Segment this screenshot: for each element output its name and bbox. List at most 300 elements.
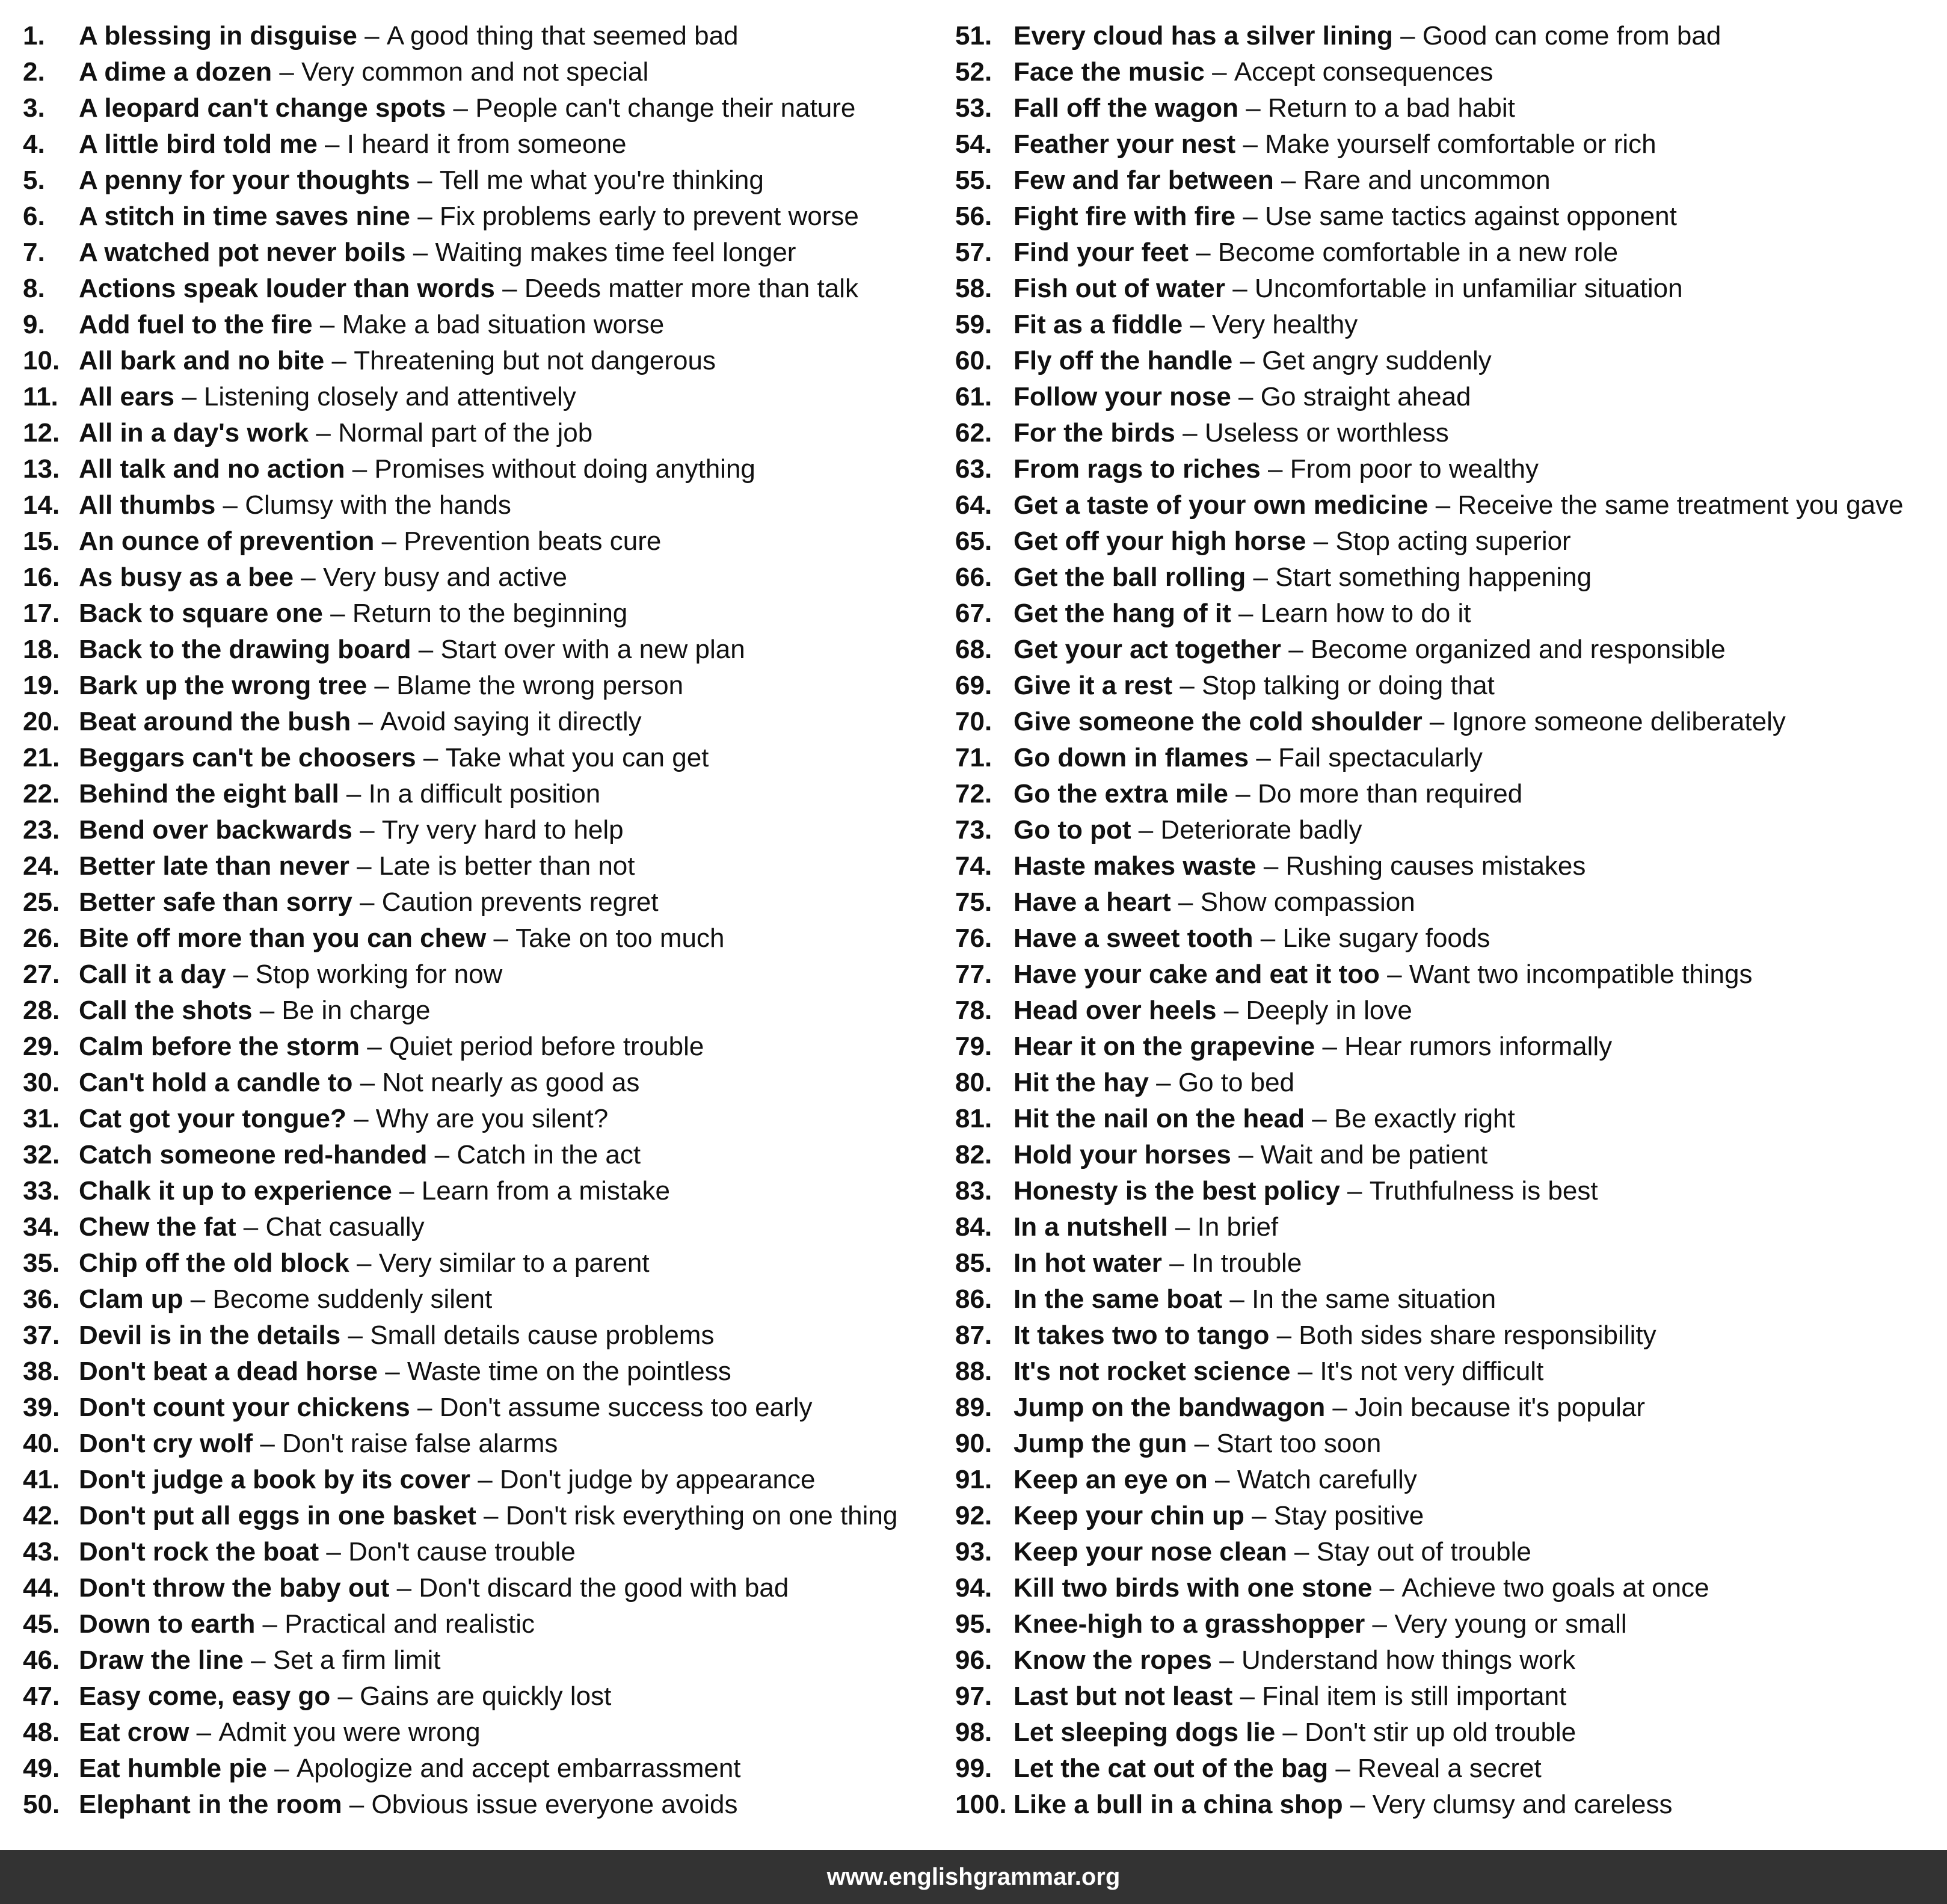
idiom-phrase: Get your act together bbox=[1013, 635, 1281, 664]
idiom-column-left bbox=[23, 18, 937, 1823]
idiom-phrase: Cat got your tongue? bbox=[79, 1104, 346, 1133]
idiom-meaning: Don't judge by appearance bbox=[499, 1465, 816, 1494]
idiom-separator: – bbox=[1222, 1284, 1252, 1314]
idiom-item bbox=[955, 487, 1942, 523]
idiom-number: 38. bbox=[23, 1357, 60, 1386]
idiom-separator: – bbox=[486, 923, 516, 953]
idiom-number: 16. bbox=[23, 562, 60, 592]
idiom-meaning: Quiet period before trouble bbox=[389, 1032, 704, 1061]
idiom-item bbox=[955, 1029, 1942, 1065]
idiom-separator: – bbox=[1212, 1645, 1241, 1675]
idiom-phrase: Get a taste of your own medicine bbox=[1013, 490, 1429, 520]
idiom-separator: – bbox=[410, 1393, 440, 1422]
idiom-meaning: Watch carefully bbox=[1237, 1465, 1417, 1494]
idiom-item bbox=[23, 1209, 937, 1245]
idiom-separator: – bbox=[1167, 1212, 1198, 1242]
idiom-separator: – bbox=[1161, 1248, 1192, 1278]
idiom-meaning: People can't change their nature bbox=[475, 93, 856, 123]
idiom-number: 57. bbox=[955, 238, 992, 267]
idiom-item bbox=[955, 1787, 1942, 1823]
idiom-number: 12. bbox=[23, 418, 60, 448]
idiom-meaning: Achieve two goals at once bbox=[1401, 1573, 1709, 1603]
idiom-phrase: Can't hold a candle to bbox=[79, 1068, 353, 1097]
idiom-item bbox=[955, 126, 1942, 162]
idiom-phrase: Hit the hay bbox=[1013, 1068, 1149, 1097]
idiom-meaning: Join because it's popular bbox=[1355, 1393, 1646, 1422]
idiom-item bbox=[955, 812, 1942, 848]
idiom-item bbox=[955, 1209, 1942, 1245]
idiom-number: 59. bbox=[955, 310, 992, 339]
idiom-item bbox=[955, 1570, 1942, 1606]
idiom-phrase: Knee-high to a grasshopper bbox=[1013, 1609, 1365, 1639]
idiom-item bbox=[23, 1101, 937, 1137]
idiom-phrase: It's not rocket science bbox=[1013, 1357, 1291, 1386]
idiom-item bbox=[955, 1642, 1942, 1678]
idiom-meaning: Go straight ahead bbox=[1260, 382, 1471, 411]
idiom-phrase: Feather your nest bbox=[1013, 129, 1236, 159]
idiom-meaning: Clumsy with the hands bbox=[245, 490, 511, 520]
idiom-meaning: Stop working for now bbox=[255, 960, 503, 989]
idiom-phrase: Keep your nose clean bbox=[1013, 1537, 1287, 1567]
idiom-phrase: A blessing in disguise bbox=[79, 21, 357, 51]
idiom-separator: – bbox=[1325, 1393, 1355, 1422]
idiom-item bbox=[955, 776, 1942, 812]
idiom-meaning: Wait and be patient bbox=[1260, 1140, 1488, 1169]
idiom-phrase: In the same boat bbox=[1013, 1284, 1223, 1314]
idiom-separator: – bbox=[1343, 1790, 1373, 1819]
idiom-number: 78. bbox=[955, 996, 992, 1025]
idiom-phrase: Don't throw the baby out bbox=[79, 1573, 390, 1603]
idiom-number: 56. bbox=[955, 202, 992, 231]
idiom-number: 30. bbox=[23, 1068, 60, 1097]
idiom-separator: – bbox=[392, 1176, 422, 1206]
idiom-item bbox=[23, 1534, 937, 1570]
idiom-number: 93. bbox=[955, 1537, 992, 1567]
idiom-separator: – bbox=[352, 1068, 383, 1097]
idiom-meaning: Start over with a new plan bbox=[440, 635, 745, 664]
idiom-separator: – bbox=[410, 165, 440, 195]
idiom-separator: – bbox=[1273, 165, 1303, 195]
idiom-phrase: Call it a day bbox=[79, 960, 226, 989]
idiom-meaning: Apologize and accept embarrassment bbox=[296, 1754, 741, 1783]
idiom-number: 49. bbox=[23, 1754, 60, 1783]
idiom-phrase: Fight fire with fire bbox=[1013, 202, 1236, 231]
idiom-separator: – bbox=[1235, 202, 1266, 231]
idiom-item bbox=[23, 1317, 937, 1354]
idiom-number: 33. bbox=[23, 1176, 60, 1206]
idiom-number: 70. bbox=[955, 707, 992, 736]
idiom-phrase: Hold your horses bbox=[1013, 1140, 1231, 1169]
idiom-number: 29. bbox=[23, 1032, 60, 1061]
idiom-number: 18. bbox=[23, 635, 60, 664]
idiom-number: 61. bbox=[955, 382, 992, 411]
idiom-meaning: Stop acting superior bbox=[1335, 526, 1571, 556]
idiom-item bbox=[23, 1787, 937, 1823]
idiom-separator: – bbox=[349, 851, 379, 881]
idiom-phrase: Bite off more than you can chew bbox=[79, 923, 487, 953]
idiom-meaning: Good can come from bad bbox=[1422, 21, 1721, 51]
idiom-phrase: Last but not least bbox=[1013, 1681, 1233, 1711]
idiom-separator: – bbox=[243, 1645, 273, 1675]
idiom-phrase: Go down in flames bbox=[1013, 743, 1249, 772]
idiom-item bbox=[955, 1137, 1942, 1173]
idiom-meaning: Normal part of the job bbox=[338, 418, 593, 448]
idiom-separator: – bbox=[1256, 851, 1286, 881]
idiom-item bbox=[955, 1101, 1942, 1137]
idiom-number: 64. bbox=[955, 490, 992, 520]
idiom-number: 81. bbox=[955, 1104, 992, 1133]
idiom-number: 20. bbox=[23, 707, 60, 736]
idiom-item bbox=[23, 18, 937, 54]
idiom-phrase: Find your feet bbox=[1013, 238, 1189, 267]
footer-website: www.englishgrammar.org bbox=[0, 1850, 1947, 1904]
idiom-separator: – bbox=[1231, 1140, 1261, 1169]
idiom-number: 7. bbox=[23, 238, 45, 267]
idiom-number: 39. bbox=[23, 1393, 60, 1422]
idiom-meaning: Late is better than not bbox=[378, 851, 635, 881]
idiom-phrase: Know the ropes bbox=[1013, 1645, 1213, 1675]
idiom-item bbox=[23, 1642, 937, 1678]
idiom-item bbox=[23, 54, 937, 90]
idiom-phrase: All bark and no bite bbox=[79, 346, 325, 375]
idiom-number: 74. bbox=[955, 851, 992, 881]
idiom-phrase: Catch someone red-handed bbox=[79, 1140, 428, 1169]
idiom-separator: – bbox=[1170, 887, 1201, 917]
idiom-phrase: An ounce of prevention bbox=[79, 526, 375, 556]
idiom-number: 98. bbox=[955, 1718, 992, 1747]
idiom-meaning: In a difficult position bbox=[368, 779, 601, 809]
idiom-meaning: Be in charge bbox=[281, 996, 431, 1025]
idiom-item bbox=[955, 415, 1942, 451]
idiom-phrase: Let sleeping dogs lie bbox=[1013, 1718, 1276, 1747]
idiom-item bbox=[955, 90, 1942, 126]
idiom-item bbox=[23, 523, 937, 559]
idiom-meaning: From poor to wealthy bbox=[1290, 454, 1539, 484]
idiom-phrase: Beggars can't be choosers bbox=[79, 743, 416, 772]
idiom-number: 10. bbox=[23, 346, 60, 375]
idiom-number: 6. bbox=[23, 202, 45, 231]
idiom-meaning: Very clumsy and careless bbox=[1372, 1790, 1673, 1819]
idiom-meaning: Don't stir up old trouble bbox=[1305, 1718, 1576, 1747]
idiom-item bbox=[23, 848, 937, 884]
idiom-item bbox=[23, 776, 937, 812]
idiom-separator: – bbox=[1207, 1465, 1237, 1494]
idiom-separator: – bbox=[1187, 1429, 1217, 1458]
idiom-meaning: Small details cause problems bbox=[370, 1320, 715, 1350]
idiom-separator: – bbox=[1235, 129, 1266, 159]
idiom-item bbox=[23, 920, 937, 957]
idiom-phrase: Fit as a fiddle bbox=[1013, 310, 1183, 339]
idiom-separator: – bbox=[367, 671, 397, 700]
idiom-number: 50. bbox=[23, 1790, 60, 1819]
idiom-meaning: Obvious issue everyone avoids bbox=[371, 1790, 738, 1819]
idiom-phrase: Don't count your chickens bbox=[79, 1393, 410, 1422]
idiom-separator: – bbox=[1372, 1573, 1402, 1603]
idiom-separator: – bbox=[215, 490, 245, 520]
idiom-number: 58. bbox=[955, 274, 992, 303]
idiom-item bbox=[955, 1281, 1942, 1317]
idiom-number: 24. bbox=[23, 851, 60, 881]
idiom-meaning: In trouble bbox=[1191, 1248, 1302, 1278]
idiom-item bbox=[23, 1498, 937, 1534]
idiom-item bbox=[955, 451, 1942, 487]
idiom-item bbox=[23, 379, 937, 415]
idiom-phrase: Chalk it up to experience bbox=[79, 1176, 392, 1206]
idiom-meaning: Both sides share responsibility bbox=[1299, 1320, 1656, 1350]
idiom-item bbox=[23, 740, 937, 776]
idiom-number: 84. bbox=[955, 1212, 992, 1242]
idiom-number: 63. bbox=[955, 454, 992, 484]
idiom-separator: – bbox=[352, 887, 382, 917]
idiom-meaning: Deeply in love bbox=[1246, 996, 1412, 1025]
idiom-separator: – bbox=[405, 238, 435, 267]
idiom-number: 99. bbox=[955, 1754, 992, 1783]
idiom-phrase: Face the music bbox=[1013, 57, 1205, 87]
idiom-phrase: From rags to riches bbox=[1013, 454, 1261, 484]
idiom-phrase: Give it a rest bbox=[1013, 671, 1173, 700]
idiom-separator: – bbox=[346, 1104, 376, 1133]
idiom-phrase: Draw the line bbox=[79, 1645, 244, 1675]
idiom-separator: – bbox=[1253, 923, 1283, 953]
idiom-separator: – bbox=[255, 1609, 285, 1639]
idiom-meaning: Take on too much bbox=[515, 923, 725, 953]
idiom-item bbox=[955, 1462, 1942, 1498]
idiom-meaning: Ignore someone deliberately bbox=[1451, 707, 1786, 736]
idiom-item bbox=[23, 90, 937, 126]
idiom-number: 21. bbox=[23, 743, 60, 772]
idiom-item bbox=[23, 1137, 937, 1173]
idiom-phrase: Eat crow bbox=[79, 1718, 189, 1747]
idiom-separator: – bbox=[309, 418, 339, 448]
idiom-number: 51. bbox=[955, 21, 992, 51]
idiom-phrase: Get the hang of it bbox=[1013, 599, 1231, 628]
idiom-meaning: Truthfulness is best bbox=[1369, 1176, 1598, 1206]
idiom-number: 26. bbox=[23, 923, 60, 953]
idiom-meaning: Don't discard the good with bad bbox=[419, 1573, 789, 1603]
idiom-number: 35. bbox=[23, 1248, 60, 1278]
idiom-separator: – bbox=[427, 1140, 457, 1169]
idiom-phrase: Behind the eight ball bbox=[79, 779, 339, 809]
idiom-separator: – bbox=[319, 1537, 349, 1567]
idiom-meaning: Waste time on the pointless bbox=[407, 1357, 731, 1386]
idiom-separator: – bbox=[410, 202, 440, 231]
idiom-separator: – bbox=[342, 1790, 372, 1819]
idiom-separator: – bbox=[317, 129, 347, 159]
idiom-separator: – bbox=[1328, 1754, 1358, 1783]
idiom-phrase: Chip off the old block bbox=[79, 1248, 349, 1278]
idiom-separator: – bbox=[1183, 310, 1213, 339]
idiom-meaning: Do more than required bbox=[1257, 779, 1523, 809]
idiom-meaning: Very common and not special bbox=[301, 57, 649, 87]
idiom-number: 83. bbox=[955, 1176, 992, 1206]
idiom-separator: – bbox=[1365, 1609, 1395, 1639]
idiom-item bbox=[23, 1462, 937, 1498]
idiom-item bbox=[23, 487, 937, 523]
idiom-phrase: Let the cat out of the bag bbox=[1013, 1754, 1329, 1783]
idiom-phrase: Elephant in the room bbox=[79, 1790, 342, 1819]
idiom-separator: – bbox=[1148, 1068, 1178, 1097]
idiom-number: 53. bbox=[955, 93, 992, 123]
idiom-number: 47. bbox=[23, 1681, 60, 1711]
idiom-phrase: Down to earth bbox=[79, 1609, 256, 1639]
idiom-meaning: Return to the beginning bbox=[352, 599, 628, 628]
idiom-phrase: In hot water bbox=[1013, 1248, 1162, 1278]
idiom-separator: – bbox=[226, 960, 256, 989]
idiom-item bbox=[955, 1426, 1942, 1462]
idiom-number: 92. bbox=[955, 1501, 992, 1530]
idiom-meaning: Stay out of trouble bbox=[1316, 1537, 1531, 1567]
idiom-separator: – bbox=[378, 1357, 407, 1386]
idiom-item bbox=[23, 1751, 937, 1787]
idiom-phrase: All talk and no action bbox=[79, 454, 345, 484]
idiom-phrase: Fly off the handle bbox=[1013, 346, 1233, 375]
idiom-separator: – bbox=[389, 1573, 419, 1603]
idiom-number: 13. bbox=[23, 454, 60, 484]
idiom-separator: – bbox=[266, 1754, 297, 1783]
idiom-separator: – bbox=[189, 1718, 219, 1747]
idiom-meaning: Be exactly right bbox=[1333, 1104, 1515, 1133]
idiom-item bbox=[23, 1570, 937, 1606]
idiom-number: 1. bbox=[23, 21, 45, 51]
idiom-phrase: Back to the drawing board bbox=[79, 635, 411, 664]
idiom-separator: – bbox=[312, 310, 342, 339]
idiom-separator: – bbox=[349, 1248, 379, 1278]
idiom-number: 41. bbox=[23, 1465, 60, 1494]
idiom-separator: – bbox=[1249, 743, 1279, 772]
idiom-number: 62. bbox=[955, 418, 992, 448]
idiom-item bbox=[955, 704, 1942, 740]
idiom-meaning: It's not very difficult bbox=[1320, 1357, 1544, 1386]
idiom-number: 76. bbox=[955, 923, 992, 953]
idiom-phrase: Get the ball rolling bbox=[1013, 562, 1246, 592]
idiom-meaning: Blame the wrong person bbox=[396, 671, 684, 700]
idiom-separator: – bbox=[330, 1681, 360, 1711]
idiom-item bbox=[955, 1245, 1942, 1281]
idiom-separator: – bbox=[1290, 1357, 1320, 1386]
idiom-phrase: It takes two to tango bbox=[1013, 1320, 1270, 1350]
idiom-phrase: Have a sweet tooth bbox=[1013, 923, 1253, 953]
idiom-phrase: All ears bbox=[79, 382, 174, 411]
idiom-number: 89. bbox=[955, 1393, 992, 1422]
idiom-separator: – bbox=[1188, 238, 1218, 267]
idiom-item bbox=[23, 596, 937, 632]
idiom-number: 4. bbox=[23, 129, 45, 159]
idiom-meaning: Why are you silent? bbox=[375, 1104, 609, 1133]
idiom-number: 32. bbox=[23, 1140, 60, 1169]
idiom-item bbox=[955, 596, 1942, 632]
idiom-separator: – bbox=[1225, 274, 1255, 303]
idiom-phrase: Fall off the wagon bbox=[1013, 93, 1238, 123]
idiom-item bbox=[23, 271, 937, 307]
idiom-item bbox=[955, 18, 1942, 54]
idiom-number: 90. bbox=[955, 1429, 992, 1458]
idiom-number: 17. bbox=[23, 599, 60, 628]
idiom-phrase: Bark up the wrong tree bbox=[79, 671, 368, 700]
idiom-item bbox=[955, 523, 1942, 559]
idiom-number: 80. bbox=[955, 1068, 992, 1097]
idiom-meaning: Don't raise false alarms bbox=[282, 1429, 558, 1458]
idiom-separator: – bbox=[1231, 599, 1261, 628]
idiom-number: 25. bbox=[23, 887, 60, 917]
idiom-separator: – bbox=[1260, 454, 1290, 484]
idiom-meaning: Listening closely and attentively bbox=[203, 382, 576, 411]
idiom-meaning: Learn how to do it bbox=[1260, 599, 1471, 628]
idiom-meaning: Become organized and responsible bbox=[1310, 635, 1726, 664]
idiom-number: 42. bbox=[23, 1501, 60, 1530]
idiom-number: 77. bbox=[955, 960, 992, 989]
idiom-phrase: Bend over backwards bbox=[79, 815, 352, 845]
idiom-item bbox=[23, 1606, 937, 1642]
idiom-number: 95. bbox=[955, 1609, 992, 1639]
idiom-phrase: All thumbs bbox=[79, 490, 216, 520]
idiom-separator: – bbox=[1306, 526, 1336, 556]
idiom-separator: – bbox=[374, 526, 404, 556]
idiom-phrase: Don't put all eggs in one basket bbox=[79, 1501, 476, 1530]
idiom-item bbox=[23, 415, 937, 451]
idiom-item bbox=[955, 1173, 1942, 1209]
idiom-meaning: Useless or worthless bbox=[1204, 418, 1449, 448]
idiom-meaning: Stay positive bbox=[1273, 1501, 1424, 1530]
idiom-phrase: Easy come, easy go bbox=[79, 1681, 331, 1711]
idiom-item bbox=[955, 957, 1942, 993]
idiom-number: 52. bbox=[955, 57, 992, 87]
idiom-number: 28. bbox=[23, 996, 60, 1025]
idiom-phrase: Have a heart bbox=[1013, 887, 1171, 917]
idiom-meaning: Don't risk everything on one thing bbox=[505, 1501, 898, 1530]
idiom-item bbox=[955, 884, 1942, 920]
idiom-separator: – bbox=[1246, 562, 1276, 592]
idiom-phrase: Don't cry wolf bbox=[79, 1429, 253, 1458]
idiom-item bbox=[955, 993, 1942, 1029]
idiom-number: 75. bbox=[955, 887, 992, 917]
idiom-item bbox=[23, 1426, 937, 1462]
idiom-number: 9. bbox=[23, 310, 45, 339]
idiom-phrase: Head over heels bbox=[1013, 996, 1217, 1025]
idiom-item bbox=[23, 812, 937, 848]
idiom-separator: – bbox=[1232, 346, 1263, 375]
idiom-meaning: Receive the same treatment you gave bbox=[1457, 490, 1904, 520]
idiom-item bbox=[23, 668, 937, 704]
idiom-item bbox=[955, 740, 1942, 776]
idiom-phrase: A penny for your thoughts bbox=[79, 165, 410, 195]
idiom-number: 79. bbox=[955, 1032, 992, 1061]
idiom-separator: – bbox=[1244, 1501, 1274, 1530]
idiom-separator: – bbox=[294, 562, 323, 592]
idiom-separator: – bbox=[1315, 1032, 1345, 1061]
idiom-meaning: Show compassion bbox=[1200, 887, 1415, 917]
idiom-item bbox=[955, 920, 1942, 957]
idiom-separator: – bbox=[1340, 1176, 1370, 1206]
idiom-meaning: Understand how things work bbox=[1241, 1645, 1576, 1675]
idiom-separator: – bbox=[357, 21, 387, 51]
idiom-item bbox=[955, 1715, 1942, 1751]
idiom-separator: – bbox=[1379, 960, 1409, 989]
idiom-item bbox=[955, 668, 1942, 704]
idiom-number: 3. bbox=[23, 93, 45, 123]
idiom-number: 82. bbox=[955, 1140, 992, 1169]
idiom-number: 69. bbox=[955, 671, 992, 700]
idiom-phrase: Eat humble pie bbox=[79, 1754, 267, 1783]
idiom-separator: – bbox=[322, 599, 352, 628]
idiom-meaning: Accept consequences bbox=[1234, 57, 1493, 87]
idiom-item bbox=[955, 379, 1942, 415]
idiom-separator: – bbox=[352, 815, 382, 845]
idiom-item bbox=[955, 1065, 1942, 1101]
idiom-item bbox=[23, 1245, 937, 1281]
idiom-item bbox=[23, 1390, 937, 1426]
idiom-meaning: Threatening but not dangerous bbox=[354, 346, 716, 375]
idiom-meaning: Become suddenly silent bbox=[212, 1284, 493, 1314]
